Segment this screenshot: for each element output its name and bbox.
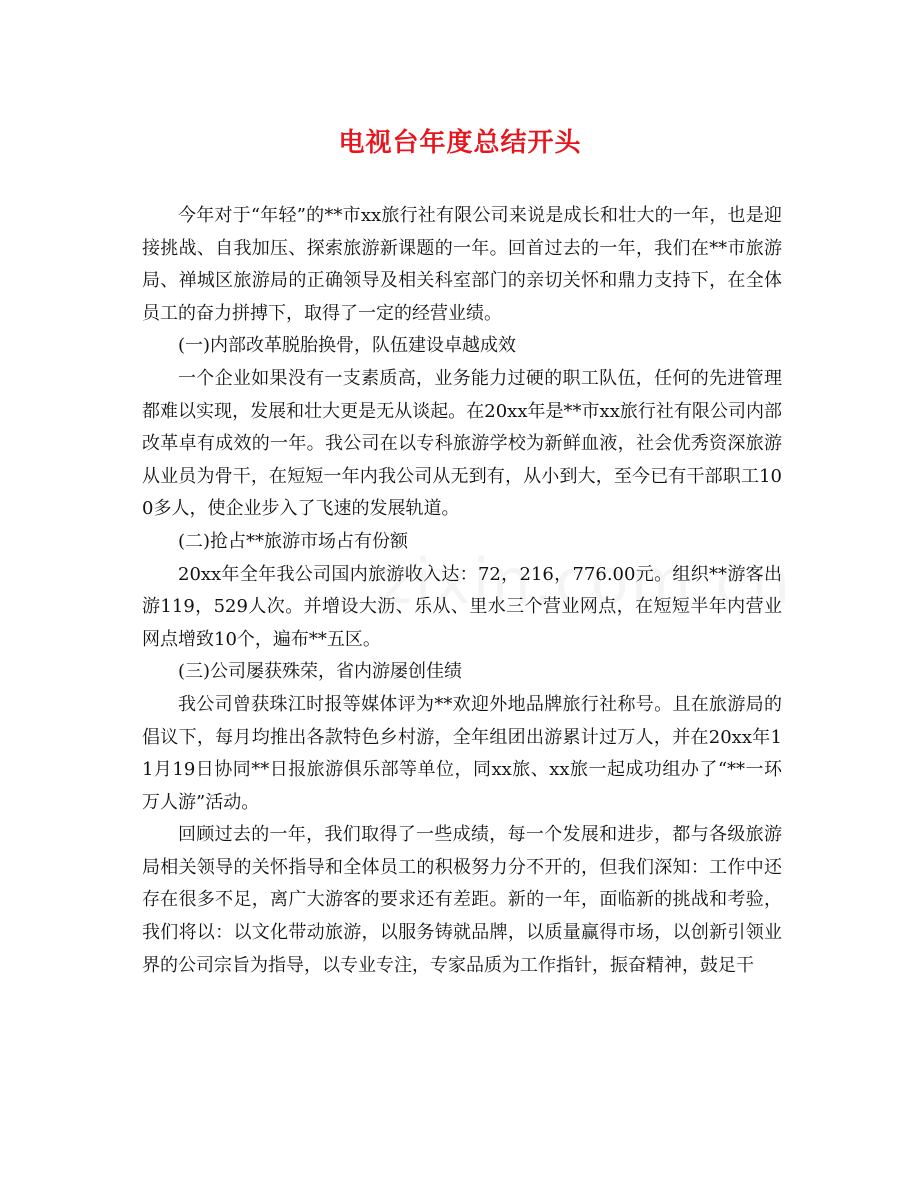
paragraph-section-1: 一个企业如果没有一支素质高，业务能力过硬的职工队伍，任何的先进管理都难以实现，发展和壮大更是无从谈起。在20xx年是**市xx旅行社有限公司内部改革卓有成效的一年。我公司在以专科旅游学校为新鲜血液，社会优秀资深旅游从业员为骨干，在短短一年内我公司从无到有，从小到大，至今已有干部职工100多人，使企业步入了飞速的发展轨道。 xyxy=(142,367,782,520)
paragraph-intro: 今年对于“年轻”的**市xx旅行社有限公司来说是成长和壮大的一年，也是迎接挑战、自我加压、探索旅游新课题的一年。回首过去的一年，我们在**市旅游局、禅城区旅游局的正确领导及相关科室部门的亲切关怀和鼎力支持下，在全体员工的奋力拼搏下，取得了一定的经营业绩。 xyxy=(142,205,782,324)
section-heading-2: (二)抢占**旅游市场占有份额 xyxy=(178,530,409,552)
section-heading-1: (一)内部改革脱胎换骨，队伍建设卓越成效 xyxy=(178,335,517,357)
section-heading-3: (三)公司屡获殊荣，省内游屡创佳绩 xyxy=(178,661,463,683)
paragraph-review: 回顾过去的一年，我们取得了一些成绩，每一个发展和进步，都与各级旅游局相关领导的关怀指导和全体员工的积极努力分不开的，但我们深知：工作中还存在很多不足，离广大游客的要求还有差距。新的一年，面临新的挑战和考验，我们将以：以文化带动旅游，以服务铸就品牌，以质量赢得市场，以创新引领业界的公司宗旨为指导，以专业专注，专家品质为工作指针，振奋精神，鼓足干 xyxy=(142,824,782,976)
paragraph-section-3: 我公司曾获珠江时报等媒体评为**欢迎外地品牌旅行社称号。且在旅游局的倡议下，每月均推出各款特色乡村游，全年组团出游累计过万人，并在20xx年11月19日协同**日报旅游俱乐部等单位，同xx旅、xx旅一起成功组办了“**一环万人游”活动。 xyxy=(142,693,782,813)
paragraph-section-2: 20xx年全年我公司国内旅游收入达：72，216，776.00元。组织**游客出游119，529人次。并增设大沥、乐从、里水三个营业网点，在短短半年内营业网点增致10个，遍布**五区。 xyxy=(142,563,782,650)
page-title: 电视台年度总结开头 xyxy=(338,128,582,158)
document-body xyxy=(142,200,782,982)
